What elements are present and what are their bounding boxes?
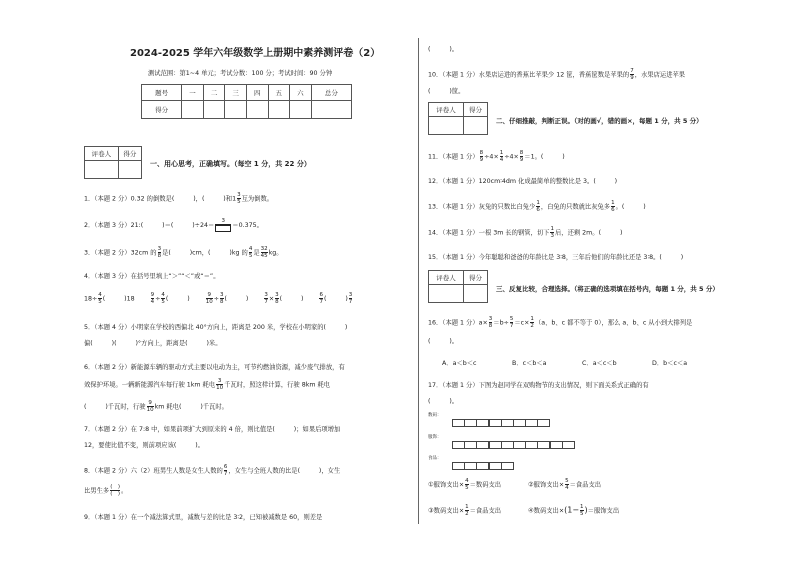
chart-label-digital: 数码： — [428, 413, 442, 418]
question-1: 1．（本题 2 分）0.32 的倒数是( )，( )和1 $\frac{3}{5}$ 互为倒数。 — [84, 192, 274, 205]
option-a[interactable]: A．a＜b＜c — [442, 360, 477, 367]
question-17-end: ( )。 — [428, 398, 459, 405]
option-c[interactable]: C．a＜c＜b — [582, 360, 617, 367]
chart-bar-cell — [513, 441, 526, 449]
chart-bar-cell — [525, 441, 538, 449]
chart-bar-cell — [550, 441, 563, 449]
option-b[interactable]: B．c＜b＜a — [512, 360, 547, 367]
question-12: 12．（本题 1 分）120cm∶4dm 化成最简单的整数比是 3。( ) — [428, 178, 618, 185]
page-divider — [418, 38, 419, 524]
chart-bar-clothing — [452, 434, 574, 441]
grader-label: 评卷人 — [85, 147, 119, 161]
score-cell[interactable] — [290, 101, 312, 119]
chart-bar-cell — [501, 419, 514, 427]
score-header: 总分 — [311, 85, 351, 101]
score-header: 五 — [268, 85, 290, 101]
chart-bar-cell — [537, 441, 550, 449]
chart-bar-cell — [489, 441, 502, 449]
grader-score-label: 得分 — [464, 271, 488, 285]
chart-bar-cell — [464, 462, 477, 470]
grader-box-1 — [84, 146, 142, 179]
chart-bar-cell — [489, 462, 502, 470]
question-5-line-2: 偏( )( )°方向上，距离是( )米。 — [84, 340, 222, 347]
score-header: 题号 — [142, 85, 182, 101]
score-cell[interactable] — [311, 101, 351, 119]
chart-bar-cell — [513, 419, 526, 427]
question-10-line-1: 10．（本题 1 分）水果店运进的香蕉比苹果少 12 筐，香蕉筐数是苹果的 $\frac{7}{9}$ ，水果店运进苹果 — [428, 68, 686, 81]
chart-bar-food — [452, 455, 513, 462]
question-9: 9．（本题 1 分）在一个减法算式里，减数与差的比是 3∶2，已知被减数是 60，则差是 — [84, 514, 323, 521]
chart-bar-cell — [476, 419, 489, 427]
grader-cell[interactable] — [464, 285, 488, 303]
question-11: 11．（本题 1 分） $\frac{8}{9}$ ÷4× $\frac{1}{4}$ ÷4× $\frac{8}{9}$ ＝1。( ) — [428, 150, 565, 163]
chart-bar-cell — [464, 441, 477, 449]
chart-bar-cell — [452, 462, 465, 470]
chart-bar-cell — [464, 419, 477, 427]
question-2: 2．（本题 3 分）21:( )＝( )÷24＝ 3 ＝0.375。 — [84, 218, 263, 232]
question-5-line-1: 5．（本题 4 分）小明家在学校的西偏北 40°方向上，距离是 200 米，学校在小明家的( ) — [84, 324, 348, 331]
question-3: 3．（本题 2 分）32cm 的 $\frac{3}{8}$ 是( )cm，( )kg 的 $\frac{4}{5}$ 是 $\frac{32}{45}$ kg。 — [84, 246, 283, 259]
chart-bar-cell — [452, 419, 465, 427]
grader-cell[interactable] — [429, 285, 464, 303]
question-4-items: 18÷ $\frac{4}{5}$ ( )18 $\frac{9}{4}$ ÷ $\frac{4}{5}$ ( ) $\frac{9}{10}$ ÷ $\frac{3}{8}$ ( ) $\frac{3}{7}$ × $\frac{3}{8}$ ( ) $\frac{6}{7}$ ( ) $\frac{3}{7}$ — [84, 292, 353, 305]
q17-option-1: ①服饰支出× $\frac{4}{5}$ ＝数码支出 — [428, 478, 502, 491]
score-cell[interactable] — [225, 101, 247, 119]
score-cell[interactable] — [246, 101, 268, 119]
grader-cell[interactable] — [429, 117, 464, 135]
score-table — [141, 84, 352, 119]
question-7-line-2: 12，要使比值不变，则前项应该( )。 — [84, 442, 204, 449]
score-header: 四 — [246, 85, 268, 101]
chart-label-food: 食品： — [428, 456, 442, 461]
chart-bar-cell — [452, 441, 465, 449]
chart-bar-cell — [476, 441, 489, 449]
section-1-heading: 一、用心思考，正确填写。（每空 1 分，共 22 分） — [150, 160, 311, 168]
question-14: 14．（本题 1 分）一根 3m 长的钢管，切下 $\frac{1}{3}$ 后，还剩 2m。( ) — [428, 226, 623, 239]
question-16-end: ( )。 — [428, 338, 459, 345]
chart-bar-cell — [525, 419, 538, 427]
chart-bar-cell — [501, 462, 514, 470]
grader-cell[interactable] — [464, 117, 488, 135]
question-10-line-2: ( )筐。 — [428, 88, 465, 95]
chart-bar-cell — [537, 419, 550, 427]
chart-bar-cell — [489, 419, 502, 427]
grader-box-3 — [428, 270, 488, 303]
q17-option-4: ④数码支出×(1− $\frac{1}{5}$ )＝服饰支出 — [528, 504, 620, 517]
section-2-heading: 二、仔细推敲，判断正误。（对的画√，错的画×，每题 1 分，共 5 分） — [496, 117, 703, 125]
section-3-heading: 三、反复比较，合理选择。（将正确的选项填在括号内，每题 1 分，共 5 分） — [496, 285, 719, 293]
score-cell[interactable] — [268, 101, 290, 119]
score-cell[interactable] — [203, 101, 225, 119]
q17-option-2: ②服饰支出× $\frac{5}{4}$ ＝食品支出 — [528, 478, 602, 491]
grader-cell[interactable] — [118, 161, 141, 179]
option-d[interactable]: D．b＜c＜a — [652, 360, 688, 367]
grader-label: 评卷人 — [429, 103, 464, 117]
score-cell[interactable] — [182, 101, 204, 119]
question-6-line-2: 效保护环境。一辆新能源汽车每行驶 1km 耗电 $\frac{3}{10}$ 千瓦时，照这样计算，行驶 8km 耗电 — [84, 378, 331, 391]
score-row-label: 得分 — [142, 101, 182, 119]
score-header: 六 — [290, 85, 312, 101]
question-15: 15．（本题 1 分）今年聪聪和爸爸的年龄比是 3∶8，三年后他们的年龄比还是 3∶8。( ) — [428, 254, 684, 261]
question-7-line-1: 7．（本题 2 分）在 7:8 中，如果前项扩大到原来的 4 倍，则比值是( )；如果后项增加 — [84, 426, 341, 433]
chart-bar-digital — [452, 412, 550, 419]
question-16: 16．（本题 1 分）a× $\frac{3}{8}$ ＝b÷ $\frac{5}{7}$ ＝c× $\frac{1}{2}$ （a、b、c 都不等于 0），那么 a、b、c 从小到大排列是 — [428, 316, 693, 329]
chart-bar-cell — [476, 462, 489, 470]
subtitle: 测试范围：第1~4 单元；考试分数：100 分；考试时间：90 分钟 — [148, 70, 333, 77]
grader-cell[interactable] — [85, 161, 119, 179]
score-header: 二 — [203, 85, 225, 101]
question-6-line-1: 6．（本题 2 分）新能源车辆的驱动方式主要以电动为主，可节约燃油资源，减少废气排放，有 — [84, 364, 345, 371]
question-9-end: ( )。 — [428, 46, 459, 53]
grader-box-2 — [428, 102, 488, 135]
score-header: 三 — [225, 85, 247, 101]
question-4: 4．（本题 3 分）在括号里填上“＞”“＜”或“＝”。 — [84, 273, 220, 280]
question-17: 17．（本题 1 分）下图为赵同学在双购物节的支出情况，则下面关系式正确的有 — [428, 382, 649, 389]
score-header: 一 — [182, 85, 204, 101]
chart-label-clothing: 服饰： — [428, 435, 442, 440]
chart-bar-cell — [501, 441, 514, 449]
grader-label: 评卷人 — [429, 271, 464, 285]
grader-score-label: 得分 — [118, 147, 141, 161]
question-6-line-3: ( )千瓦时，行驶 $\frac{9}{10}$ km 耗电( )千瓦时。 — [84, 400, 228, 413]
question-8-line-1: 8．（本题 2 分）六（2）班男生人数是女生人数的 $\frac{6}{7}$ ，女生与全班人数的比是( )，女生 — [84, 464, 341, 477]
q17-option-3: ③数码支出× $\frac{1}{2}$ ＝食品支出 — [428, 504, 502, 517]
grader-score-label: 得分 — [464, 103, 488, 117]
question-8-line-2: 比男生多 $\frac{( )}{( )}$ 。 — [84, 484, 128, 497]
chart-bar-cell — [562, 441, 575, 449]
page-title: 2024-2025 学年六年级数学上册期中素养测评卷（2） — [130, 48, 381, 59]
question-13: 13．（本题 1 分）灰兔的只数比白兔少 $\frac{1}{6}$ ，白兔的只数就比灰兔多 $\frac{1}{6}$ 。( ) — [428, 200, 646, 213]
